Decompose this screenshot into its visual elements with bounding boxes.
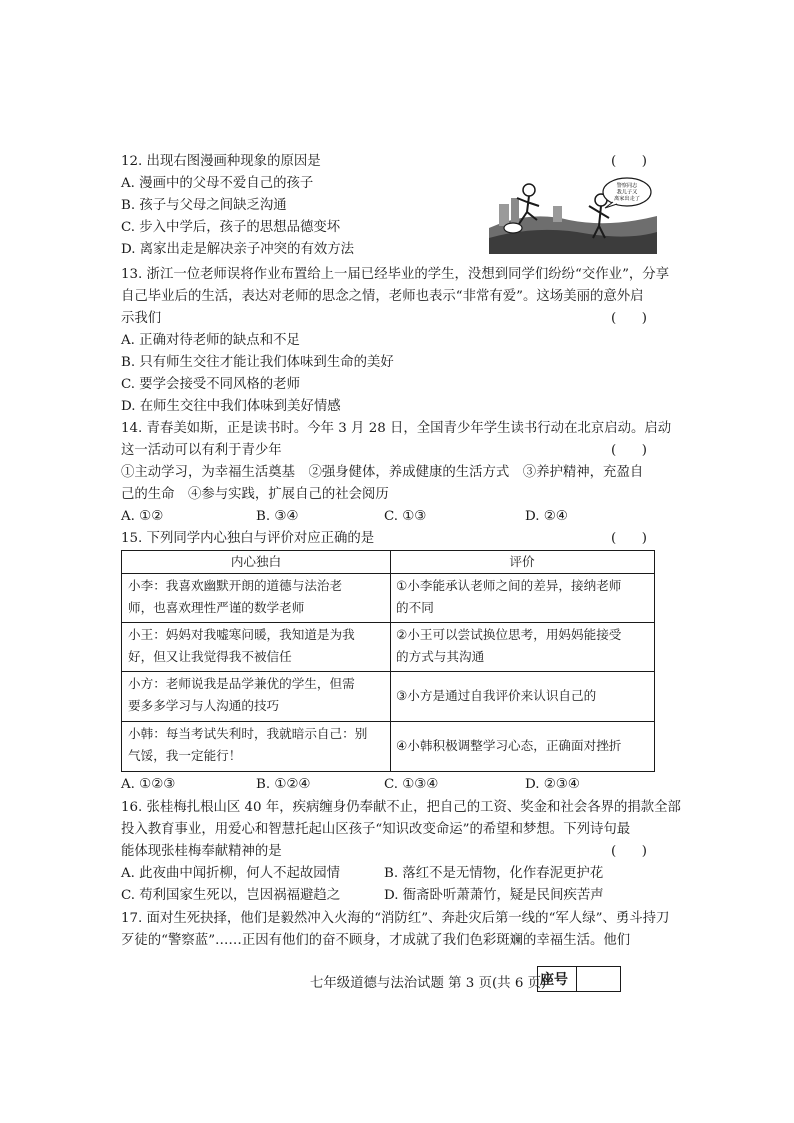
q12-option-a: A. 漫画中的父母不爱自己的孩子 — [121, 176, 314, 191]
q15-table — [121, 550, 655, 772]
q14-answer-bracket: ( ) — [611, 443, 647, 458]
table-row-1-left-line-1: 小李：我喜欢幽默开朗的道德与法治老 — [128, 578, 343, 593]
table-row-1-right-line-2: 的不同 — [396, 600, 434, 615]
q15-answer-bracket: ( ) — [611, 531, 647, 546]
q14-stem-line-2: 这一活动可以有利于青少年 — [121, 443, 282, 458]
q16-stem-line-3: 能体现张桂梅奉献精神的是 — [121, 844, 282, 859]
table-row-2-left-line-2: 好，但又让我觉得我不被信任 — [128, 649, 292, 664]
q16-option-d: D. 衙斋卧听萧萧竹，疑是民间疾苦声 — [384, 888, 604, 903]
q13-stem-line-3: 示我们 — [121, 311, 162, 326]
table-row-4-right: ④小韩积极调整学习心态，正确面对挫折 — [396, 738, 622, 753]
q12-option-d: D. 离家出走是解决亲子冲突的有效方法 — [121, 242, 355, 257]
q14-statements-line-1: ①主动学习，为幸福生活奠基 ②强身健体，养成健康的生活方式 ③养护精神，充盈自 — [121, 465, 644, 480]
q14-option-d: D. ②④ — [525, 509, 568, 524]
q15-option-b: B. ①②④ — [256, 777, 311, 792]
q16-option-a: A. 此夜曲中闻折柳，何人不起故园情 — [121, 866, 341, 881]
seat-number-box[interactable] — [537, 966, 621, 992]
q14-option-c: C. ①③ — [384, 509, 427, 524]
bubble-line-3: 离家出走了 — [614, 196, 640, 202]
q12-option-b: B. 孩子与父母之间缺乏沟通 — [121, 198, 287, 213]
q14-stem-line-1: 14. 青春美如斯，正是读书时。今年 3 月 28 日，全国青少年学生读书行动在北京启动。启动 — [121, 421, 672, 436]
q17-stem-line-2: 歹徒的“警察蓝”……正因有他们的奋不顾身，才成就了我们色彩斑斓的幸福生活。他们 — [121, 933, 631, 948]
q16-option-c: C. 苟利国家生死以，岂因祸福避趋之 — [121, 888, 341, 903]
q13-option-d: D. 在师生交往中我们体味到美好情感 — [121, 399, 341, 414]
table-row-3-right: ③小方是通过自我评价来认识自己的 — [396, 688, 597, 703]
q16-answer-bracket: ( ) — [611, 844, 647, 859]
q16-option-b: B. 落红不是无情物，化作春泥更护花 — [384, 866, 604, 881]
q16-stem-line-1: 16. 张桂梅扎根山区 40 年，疾病缠身仍奉献不止，把自己的工资、奖金和社会各界的捐款全部 — [121, 800, 681, 815]
table-row-2-left-line-1: 小王：妈妈对我嘘寒问暖，我知道是为我 — [128, 627, 355, 642]
table-row-4-left-line-2: 气馁，我一定能行！ — [128, 748, 242, 763]
seat-number-label: 座号 — [540, 972, 568, 988]
table-header-monologue: 内心独白 — [230, 554, 282, 569]
table-row-2-right-line-1: ②小王可以尝试换位思考，用妈妈能接受 — [396, 627, 622, 642]
table-header-evaluation: 评价 — [509, 554, 535, 569]
q15-option-d: D. ②③④ — [525, 777, 580, 792]
q13-option-c: C. 要学会接受不同风格的老师 — [121, 377, 300, 392]
q13-stem-line-1: 13. 浙江一位老师误将作业布置给上一届已经毕业的学生，没想到同学们纷纷“交作业”，分享 — [121, 267, 670, 282]
q15-option-a: A. ①②③ — [121, 777, 176, 792]
table-row-3-left-line-1: 小方：老师说我是品学兼优的学生，但需 — [128, 676, 355, 691]
table-row-1-right-line-1: ①小李能承认老师之间的差异，接纳老师 — [396, 578, 622, 593]
q12-option-c: C. 步入中学后，孩子的思想品德变坏 — [121, 220, 341, 235]
q13-answer-bracket: ( ) — [611, 311, 647, 326]
q12-cartoon-image — [489, 176, 657, 254]
q15-stem: 15. 下列同学内心独白与评价对应正确的是 — [121, 531, 375, 546]
q16-stem-line-2: 投入教育事业，用爱心和智慧托起山区孩子“知识改变命运”的希望和梦想。下列诗句最 — [121, 822, 631, 837]
page-footer: 七年级道德与法治试题 第 3 页(共 6 页) — [310, 976, 547, 991]
q14-statements-line-2: 己的生命 ④参与实践，扩展自己的社会阅历 — [121, 487, 389, 502]
table-row-3-left-line-2: 要多多学习与人沟通的技巧 — [128, 698, 280, 713]
table-row-4-left-line-1: 小韩：每当考试失利时，我就暗示自己：别 — [128, 726, 368, 741]
q13-option-a: A. 正确对待老师的缺点和不足 — [121, 333, 300, 348]
table-row-2-right-line-2: 的方式与其沟通 — [396, 649, 485, 664]
q14-option-b: B. ③④ — [256, 509, 299, 524]
q13-option-b: B. 只有师生交往才能让我们体味到生命的美好 — [121, 355, 394, 370]
q14-option-a: A. ①② — [121, 509, 164, 524]
bubble-line-2: 我儿子又 — [616, 189, 638, 196]
q12-stem: 12. 出现右图漫画种现象的原因是 — [121, 154, 321, 169]
q13-stem-line-2: 自己毕业后的生活，表达对老师的思念之情，老师也表示“非常有爱”。这场美丽的意外启 — [121, 289, 644, 304]
bubble-line-1: 警察同志 — [616, 183, 638, 189]
table-row-1-left-line-2: 师，也喜欢理性严谨的数学老师 — [128, 600, 305, 615]
q17-stem-line-1: 17. 面对生死抉择，他们是毅然冲入火海的“消防红”、奔赴灾后第一线的“军人绿”、勇斗持刀 — [121, 911, 670, 926]
q12-answer-bracket: ( ) — [611, 154, 647, 169]
q15-option-c: C. ①③④ — [384, 777, 439, 792]
